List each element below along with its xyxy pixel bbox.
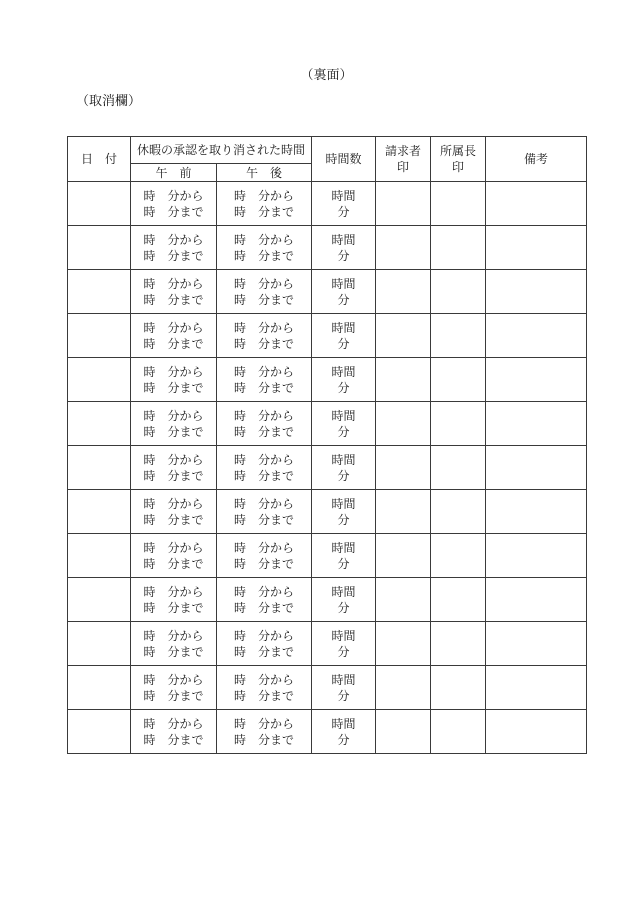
table-row: [68, 710, 587, 754]
requester-seal-cell: [376, 622, 431, 666]
table-row: [68, 314, 587, 358]
hours-text: 時間: [331, 540, 356, 555]
hours-cell: [312, 710, 376, 754]
hours-text: 時間: [331, 672, 356, 687]
remarks-cell: [486, 578, 587, 622]
pm-to-text: 時 分まで: [234, 424, 295, 439]
am-from-text: 時 分から: [143, 496, 204, 511]
am-to-text: 時 分まで: [143, 556, 204, 571]
hours-text: 時間: [331, 628, 356, 643]
pm-time-cell: [217, 226, 312, 270]
header-row: [68, 137, 587, 164]
minutes-text: 分: [337, 292, 350, 307]
manager-seal-header: [431, 137, 486, 182]
requester-seal-cell: [376, 314, 431, 358]
pm-from-text: 時 分から: [234, 276, 295, 291]
manager-seal-cell: [431, 534, 486, 578]
requester-seal-cell: [376, 490, 431, 534]
am-time-cell: [131, 446, 217, 490]
requester-seal-cell: [376, 578, 431, 622]
am-from-text: 時 分から: [143, 672, 204, 687]
minutes-text: 分: [337, 600, 350, 615]
pm-from-text: 時 分から: [234, 584, 295, 599]
requester-seal-cell: [376, 666, 431, 710]
date-cell: [68, 490, 131, 534]
pm-from-text: 時 分から: [234, 716, 295, 731]
hours-text: 時間: [331, 232, 356, 247]
section-label: （取消欄）: [76, 93, 142, 108]
page-title: （裏面）: [300, 67, 353, 82]
pm-from-text: 時 分から: [234, 320, 295, 335]
pm-to-text: 時 分まで: [234, 600, 295, 615]
am-from-text: 時 分から: [143, 188, 204, 203]
table-row: [68, 358, 587, 402]
am-time-cell: [131, 710, 217, 754]
remarks-cell: [486, 622, 587, 666]
requester-seal-cell: [376, 182, 431, 226]
date-cell: [68, 358, 131, 402]
pm-from-text: 時 分から: [234, 188, 295, 203]
pm-time-cell: [217, 710, 312, 754]
pm-time-cell: [217, 490, 312, 534]
pm-time-cell: [217, 402, 312, 446]
requester-seal-cell: [376, 402, 431, 446]
minutes-text: 分: [337, 468, 350, 483]
am-time-cell: [131, 226, 217, 270]
pm-from-text: 時 分から: [234, 452, 295, 467]
am-from-text: 時 分から: [143, 364, 204, 379]
manager-seal-cell: [431, 402, 486, 446]
requester-seal-header-line1: 請求者: [385, 144, 422, 158]
pm-time-cell: [217, 182, 312, 226]
remarks-header: 備考: [486, 137, 587, 182]
table-row: [68, 446, 587, 490]
pm-time-cell: [217, 534, 312, 578]
am-time-cell: [131, 666, 217, 710]
pm-header: 午 後: [217, 164, 312, 182]
pm-time-cell: [217, 622, 312, 666]
hours-text: 時間: [331, 364, 356, 379]
manager-seal-cell: [431, 270, 486, 314]
table-row: [68, 270, 587, 314]
pm-to-text: 時 分まで: [234, 336, 295, 351]
pm-time-cell: [217, 314, 312, 358]
am-time-cell: [131, 534, 217, 578]
requester-seal-cell: [376, 446, 431, 490]
hours-cell: [312, 534, 376, 578]
am-time-cell: [131, 182, 217, 226]
remarks-cell: [486, 226, 587, 270]
pm-to-text: 時 分まで: [234, 732, 295, 747]
requester-seal-cell: [376, 710, 431, 754]
manager-seal-cell: [431, 622, 486, 666]
hours-cell: [312, 314, 376, 358]
am-from-text: 時 分から: [143, 320, 204, 335]
pm-to-text: 時 分まで: [234, 688, 295, 703]
minutes-text: 分: [337, 644, 350, 659]
am-header: 午 前: [131, 164, 217, 182]
remarks-cell: [486, 534, 587, 578]
manager-seal-cell: [431, 490, 486, 534]
am-from-text: 時 分から: [143, 716, 204, 731]
date-cell: [68, 182, 131, 226]
hours-cell: [312, 578, 376, 622]
requester-seal-cell: [376, 226, 431, 270]
table-row: [68, 402, 587, 446]
hours-text: 時間: [331, 188, 356, 203]
am-to-text: 時 分まで: [143, 732, 204, 747]
remarks-cell: [486, 358, 587, 402]
am-from-text: 時 分から: [143, 232, 204, 247]
pm-from-text: 時 分から: [234, 540, 295, 555]
am-time-cell: [131, 270, 217, 314]
hours-cell: [312, 402, 376, 446]
minutes-text: 分: [337, 380, 350, 395]
date-cell: [68, 226, 131, 270]
requester-seal-cell: [376, 270, 431, 314]
remarks-cell: [486, 402, 587, 446]
manager-seal-cell: [431, 314, 486, 358]
minutes-text: 分: [337, 688, 350, 703]
remarks-cell: [486, 446, 587, 490]
pm-time-cell: [217, 446, 312, 490]
am-to-text: 時 分まで: [143, 512, 204, 527]
table-row: [68, 622, 587, 666]
table-row: [68, 226, 587, 270]
remarks-cell: [486, 666, 587, 710]
pm-time-cell: [217, 270, 312, 314]
am-from-text: 時 分から: [143, 408, 204, 423]
minutes-text: 分: [337, 732, 350, 747]
am-to-text: 時 分まで: [143, 204, 204, 219]
pm-to-text: 時 分まで: [234, 248, 295, 263]
manager-seal-cell: [431, 182, 486, 226]
remarks-cell: [486, 182, 587, 226]
manager-seal-header-line2: 印: [452, 160, 465, 174]
date-cell: [68, 578, 131, 622]
am-time-cell: [131, 358, 217, 402]
hours-cell: [312, 666, 376, 710]
am-time-cell: [131, 622, 217, 666]
remarks-cell: [486, 710, 587, 754]
manager-seal-cell: [431, 358, 486, 402]
am-to-text: 時 分まで: [143, 380, 204, 395]
am-to-text: 時 分まで: [143, 468, 204, 483]
hours-cell: [312, 226, 376, 270]
am-to-text: 時 分まで: [143, 424, 204, 439]
date-cell: [68, 534, 131, 578]
manager-seal-cell: [431, 710, 486, 754]
am-to-text: 時 分まで: [143, 644, 204, 659]
minutes-text: 分: [337, 512, 350, 527]
pm-to-text: 時 分まで: [234, 380, 295, 395]
hours-text: 時間: [331, 320, 356, 335]
requester-seal-cell: [376, 534, 431, 578]
date-header: 日 付: [68, 137, 131, 182]
pm-from-text: 時 分から: [234, 232, 295, 247]
am-time-cell: [131, 578, 217, 622]
am-to-text: 時 分まで: [143, 336, 204, 351]
hours-text: 時間: [331, 496, 356, 511]
hours-header: 時間数: [312, 137, 376, 182]
minutes-text: 分: [337, 424, 350, 439]
hours-cell: [312, 358, 376, 402]
pm-time-cell: [217, 358, 312, 402]
minutes-text: 分: [337, 336, 350, 351]
hours-text: 時間: [331, 408, 356, 423]
table-body: [68, 182, 587, 754]
am-from-text: 時 分から: [143, 540, 204, 555]
table-row: [68, 534, 587, 578]
pm-from-text: 時 分から: [234, 364, 295, 379]
pm-to-text: 時 分まで: [234, 556, 295, 571]
pm-from-text: 時 分から: [234, 628, 295, 643]
hours-cell: [312, 490, 376, 534]
minutes-text: 分: [337, 248, 350, 263]
table-row: [68, 578, 587, 622]
date-cell: [68, 666, 131, 710]
manager-seal-cell: [431, 226, 486, 270]
table-row: [68, 490, 587, 534]
date-cell: [68, 270, 131, 314]
hours-text: 時間: [331, 276, 356, 291]
date-cell: [68, 314, 131, 358]
remarks-cell: [486, 490, 587, 534]
minutes-text: 分: [337, 204, 350, 219]
cancelled-time-header: 休暇の承認を取り消された時間: [131, 137, 312, 164]
hours-cell: [312, 182, 376, 226]
pm-to-text: 時 分まで: [234, 644, 295, 659]
hours-text: 時間: [331, 452, 356, 467]
am-from-text: 時 分から: [143, 628, 204, 643]
cancellation-table: [67, 136, 587, 754]
am-time-cell: [131, 490, 217, 534]
remarks-cell: [486, 270, 587, 314]
manager-seal-cell: [431, 446, 486, 490]
date-cell: [68, 622, 131, 666]
pm-to-text: 時 分まで: [234, 292, 295, 307]
manager-seal-cell: [431, 578, 486, 622]
pm-to-text: 時 分まで: [234, 468, 295, 483]
requester-seal-header-line2: 印: [397, 160, 410, 174]
am-from-text: 時 分から: [143, 276, 204, 291]
requester-seal-cell: [376, 358, 431, 402]
hours-cell: [312, 622, 376, 666]
table-row: [68, 666, 587, 710]
am-to-text: 時 分まで: [143, 600, 204, 615]
am-to-text: 時 分まで: [143, 248, 204, 263]
manager-seal-cell: [431, 666, 486, 710]
am-from-text: 時 分から: [143, 584, 204, 599]
table-header: [68, 137, 587, 182]
minutes-text: 分: [337, 556, 350, 571]
pm-from-text: 時 分から: [234, 672, 295, 687]
am-to-text: 時 分まで: [143, 292, 204, 307]
requester-seal-header: [376, 137, 431, 182]
table-row: [68, 182, 587, 226]
remarks-cell: [486, 314, 587, 358]
date-cell: [68, 710, 131, 754]
hours-text: 時間: [331, 716, 356, 731]
pm-from-text: 時 分から: [234, 496, 295, 511]
pm-time-cell: [217, 666, 312, 710]
am-time-cell: [131, 402, 217, 446]
date-cell: [68, 402, 131, 446]
pm-time-cell: [217, 578, 312, 622]
pm-to-text: 時 分まで: [234, 512, 295, 527]
pm-to-text: 時 分まで: [234, 204, 295, 219]
manager-seal-header-line1: 所属長: [440, 144, 477, 158]
am-to-text: 時 分まで: [143, 688, 204, 703]
am-time-cell: [131, 314, 217, 358]
hours-cell: [312, 446, 376, 490]
pm-from-text: 時 分から: [234, 408, 295, 423]
hours-cell: [312, 270, 376, 314]
hours-text: 時間: [331, 584, 356, 599]
am-from-text: 時 分から: [143, 452, 204, 467]
date-cell: [68, 446, 131, 490]
